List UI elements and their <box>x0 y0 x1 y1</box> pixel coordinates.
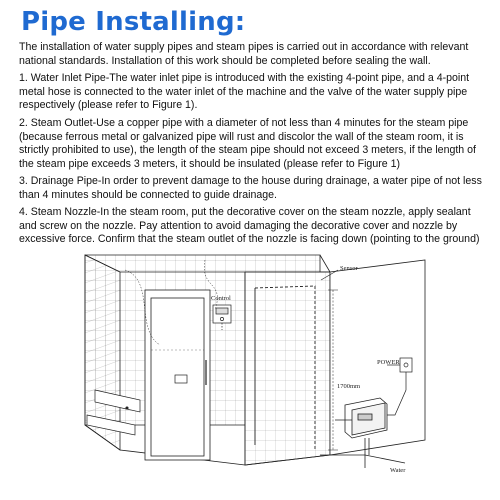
page-title: Pipe Installing: <box>21 7 246 37</box>
intro-paragraph: The installation of water supply pipes and steam pipes is carried out in accordance with relevant national standards. Installation of this work should be completed before sealing the wall. <box>19 41 469 67</box>
drainage-pipe-paragraph: 3. Drainage Pipe-In order to prevent damage to the house during drainage, a water pipe of not less than 4 minutes should be connected to guide drainage. <box>19 175 482 201</box>
height-label: 1700mm <box>337 383 361 390</box>
installation-diagram <box>65 250 485 475</box>
water-inlet-paragraph: 1. Water Inlet Pipe-The water inlet pipe is introduced with the existing 4-point pipe, and a 4-point metal hose is connected to the water inlet of the machine and the valve of the water supply pipe respectively (please refer to Figure 1). <box>19 72 470 112</box>
sensor-label: Sensor <box>340 265 358 272</box>
water-label: Water <box>390 467 406 474</box>
steam-outlet-paragraph: 2. Steam Outlet-Use a copper pipe with a diameter of not less than 4 minutes for the steam pipe (because ferrous metal or galvanized pipe will rust and discolor the wall of the steam room, it is strictly prohibited to use), the length of the steam pipe should not exceed 3 meters, if the length of the steam pipe exceeds 3 meters, it should be insulated (please refer to Figure 1) <box>19 117 476 171</box>
control-label: Control <box>211 295 231 302</box>
power-label: POWER <box>377 359 400 366</box>
steam-nozzle-paragraph: 4. Steam Nozzle-In the steam room, put the decorative cover on the steam nozzle, apply sealant and screw on the nozzle. Pay attention to avoid damaging the decorative cover and nozzle by excessive force. Confirm that the steam outlet of the nozzle is facing down (pointing to the ground) <box>19 206 480 246</box>
